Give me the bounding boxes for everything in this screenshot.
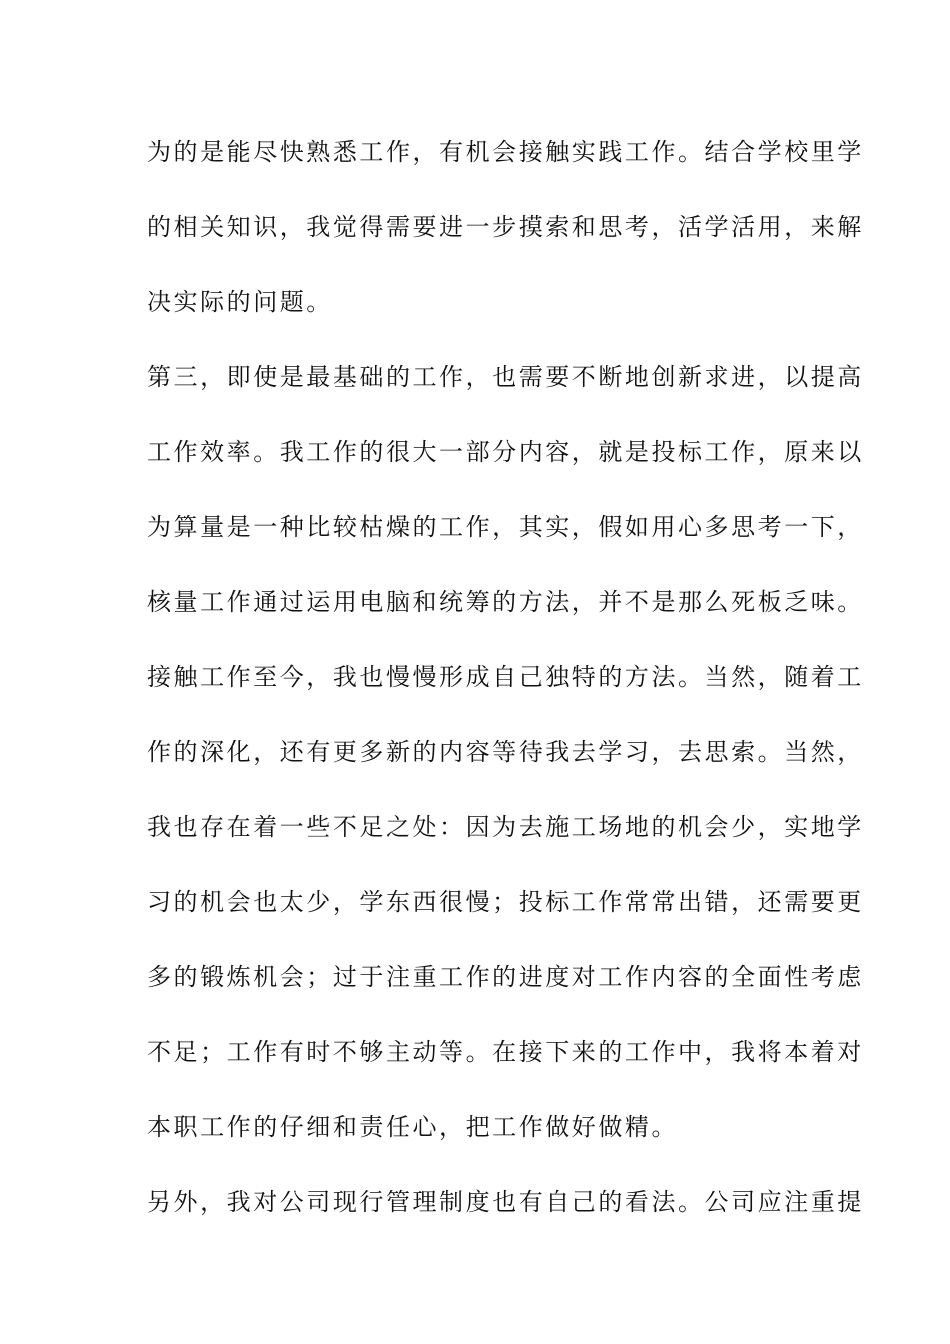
- text-line: 接触工作至今，我也慢慢形成自己独特的方法。当然，随着工: [147, 663, 864, 691]
- text-line: 为算量是一种比较枯燥的工作，其实，假如用心多思考一下，: [147, 513, 864, 541]
- text-line: 的相关知识，我觉得需要进一步摸索和思考，活学活用，来解: [147, 213, 864, 241]
- text-line: 工作效率。我工作的很大一部分内容，就是投标工作，原来以: [147, 438, 864, 466]
- document-body: [147, 127, 864, 1252]
- text-line: 多的锻炼机会；过于注重工作的进度对工作内容的全面性考虑: [147, 963, 864, 991]
- text-line: 本职工作的仔细和责任心，把工作做好做精。: [147, 1113, 678, 1141]
- text-line: 我也存在着一些不足之处：因为去施工场地的机会少，实地学: [147, 813, 864, 841]
- text-line: 作的深化，还有更多新的内容等待我去学习，去思索。当然，: [147, 738, 864, 766]
- text-line: 核量工作通过运用电脑和统筹的方法，并不是那么死板乏味。: [147, 588, 864, 616]
- text-line: 决实际的问题。: [147, 288, 333, 316]
- text-line: 习的机会也太少，学东西很慢；投标工作常常出错，还需要更: [147, 888, 864, 916]
- text-line: 另外，我对公司现行管理制度也有自己的看法。公司应注重提: [147, 1188, 864, 1216]
- text-line: 为的是能尽快熟悉工作，有机会接触实践工作。结合学校里学: [147, 138, 864, 166]
- text-line: 不足；工作有时不够主动等。在接下来的工作中，我将本着对: [147, 1038, 864, 1066]
- text-line: 第三，即使是最基础的工作，也需要不断地创新求进，以提高: [147, 363, 864, 391]
